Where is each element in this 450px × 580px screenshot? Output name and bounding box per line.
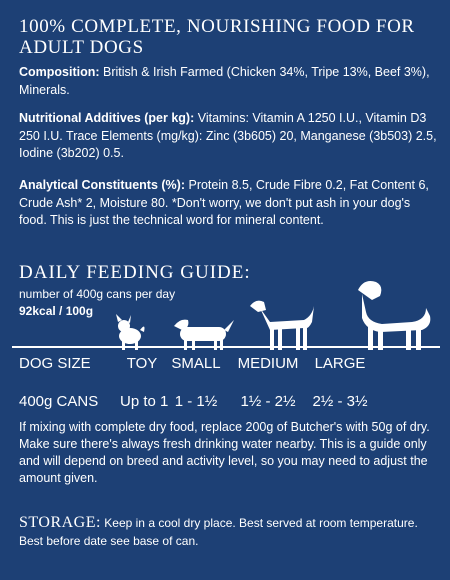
dog-size-row — [0, 355, 450, 377]
constituents-section — [19, 177, 439, 230]
toy-dog-icon — [116, 314, 145, 350]
additives-label: Nutritional Additives (per kg): — [19, 111, 195, 125]
constituents-label: Analytical Constituents (%): — [19, 178, 185, 192]
additives-section — [19, 110, 439, 163]
dog-silhouettes — [100, 270, 440, 352]
additives-text: Vitamins: Vitamin A 1250 I.U., Vitamin D3 250 I.U. Trace Elements (mg/kg): Zinc (3b605) 20, Manganese (3b503) 2.5, Iodine (3b202) 0.5. — [19, 111, 437, 160]
cans-medium: 1½ - 2½ — [240, 393, 296, 410]
composition-section — [19, 64, 439, 99]
feeding-guide-divider — [12, 346, 440, 348]
size-medium: MEDIUM — [237, 355, 299, 372]
cans-row — [0, 393, 450, 415]
composition-text: British & Irish Farmed (Chicken 34%, Tripe 13%, Beef 3%), Minerals. — [19, 65, 430, 97]
page-title: 100% COMPLETE, NOURISHING FOOD FOR ADULT DOGS — [19, 16, 415, 58]
feeding-guide-title: DAILY FEEDING GUIDE: — [19, 262, 251, 283]
cans-large: 2½ - 3½ — [312, 393, 368, 410]
storage-label: STORAGE: — [19, 514, 101, 531]
dog-size-label: DOG SIZE — [19, 355, 91, 372]
large-dog-icon — [358, 281, 430, 350]
cans-small: 1 - 1½ — [174, 393, 218, 410]
mixing-note: If mixing with complete dry food, replace 200g of Butcher's with 50g of dry. Make sure there's always fresh drinking water nearby. This is a guide only and will depend on breed and activity level, so you may need to adjust the amount given. — [19, 420, 430, 485]
medium-dog-icon — [250, 301, 314, 350]
composition-label: Composition: — [19, 65, 100, 79]
cans-toy: Up to 1 — [120, 393, 169, 410]
feeding-guide-kcal: 92kcal / 100g — [19, 304, 94, 318]
size-large: LARGE — [314, 355, 366, 372]
storage-text: Keep in a cool dry place. Best served at room temperature. Best before date see base of can. — [19, 516, 418, 548]
size-toy: TOY — [126, 355, 158, 372]
size-small: SMALL — [171, 355, 221, 372]
cans-label: 400g CANS — [19, 393, 99, 410]
feeding-guide-subtitle: number of 400g cans per day — [19, 287, 176, 301]
storage-section — [19, 514, 441, 550]
constituents-text: Protein 8.5, Crude Fibre 0.2, Fat Content 6, Crude Ash* 2, Moisture 80. *Don't worry, we don't put ash in your dog's food. This is just the technical word for mineral content. — [19, 178, 429, 227]
